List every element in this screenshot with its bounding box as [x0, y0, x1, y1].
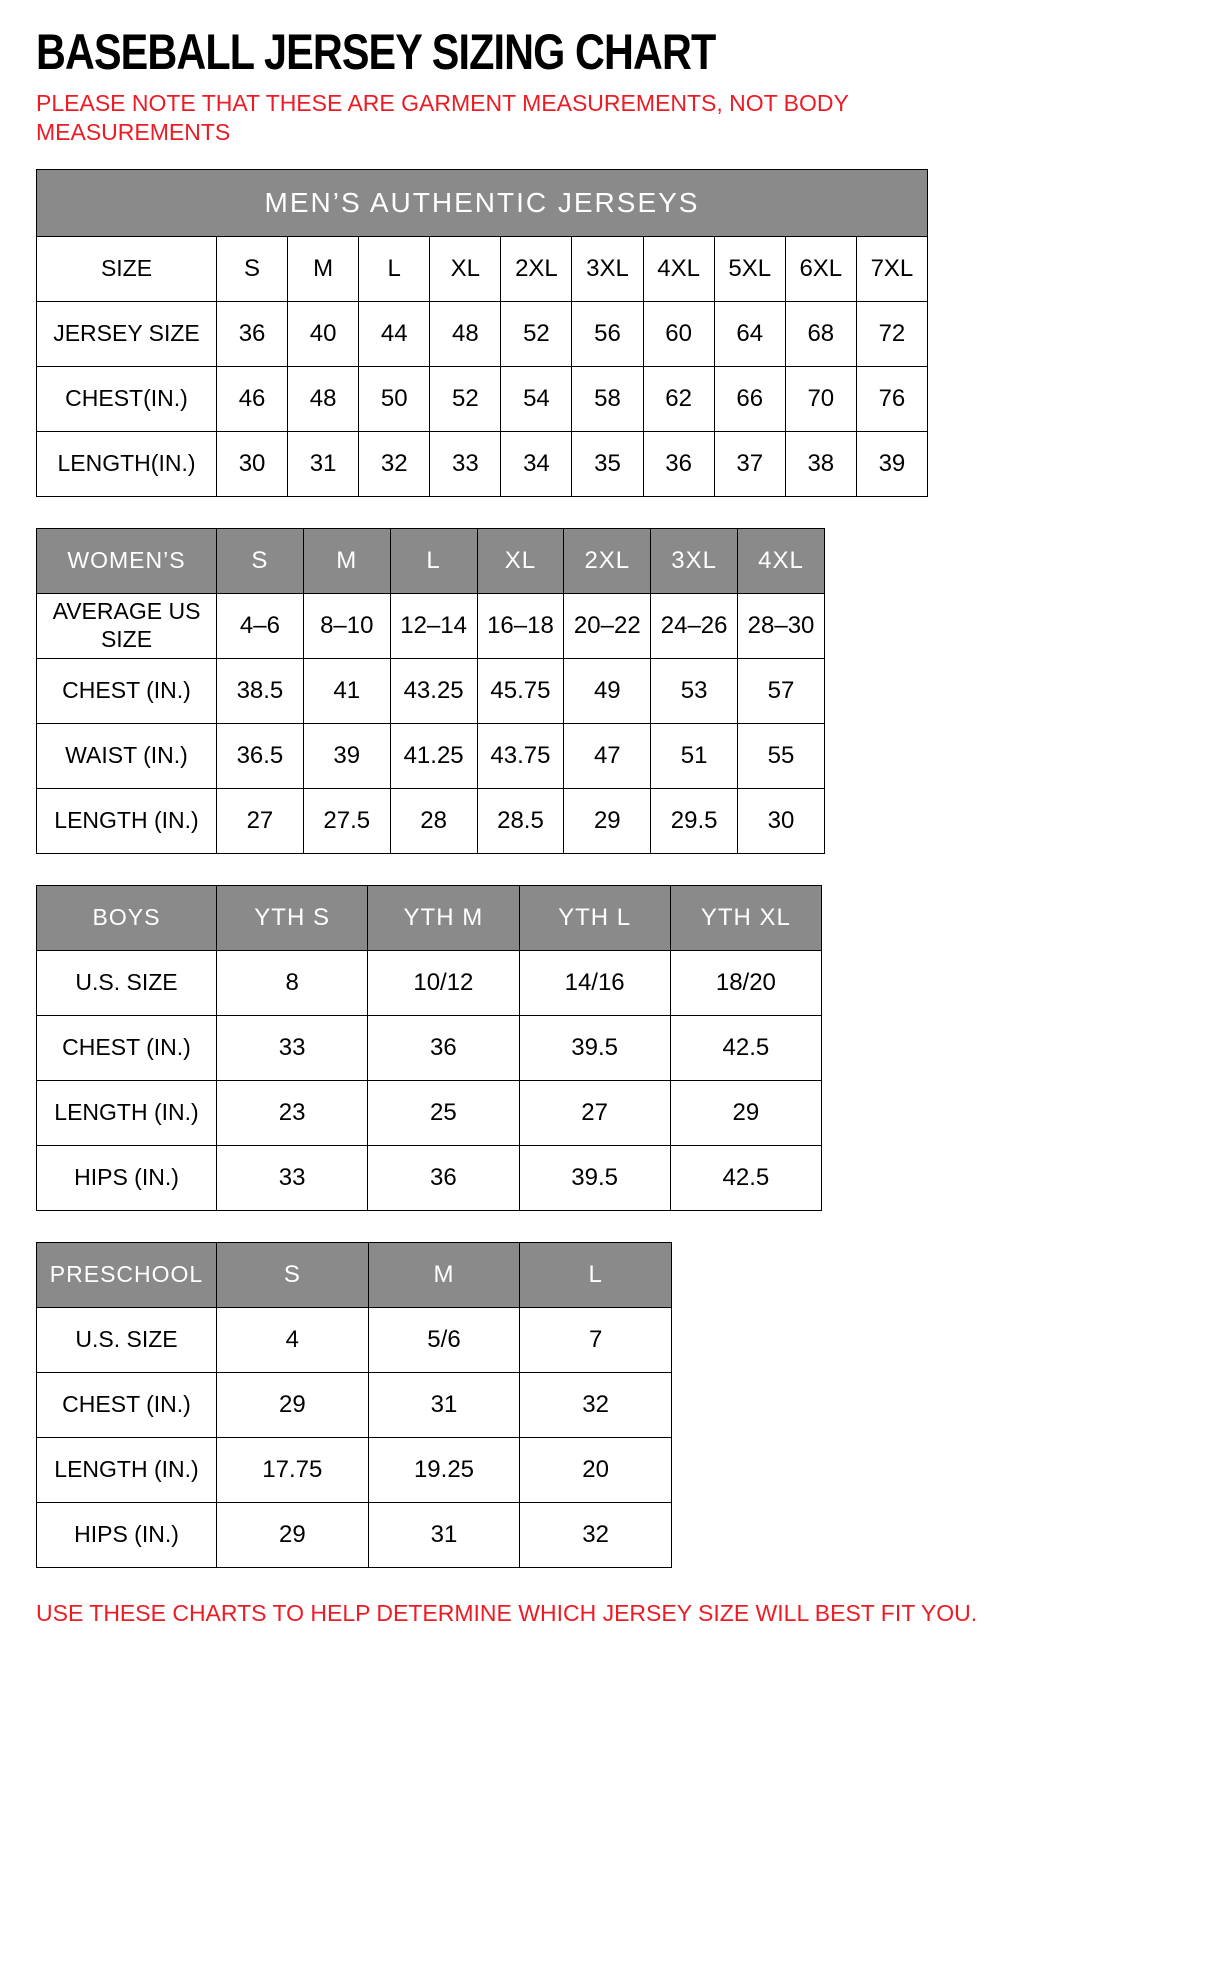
preschool-value-cell: 19.25 [368, 1437, 520, 1502]
mens-value-cell: 36 [643, 431, 714, 496]
boys-row-label: CHEST (IN.) [37, 1015, 217, 1080]
boys-value-cell: 36 [368, 1015, 519, 1080]
womens-value-cell: 12–14 [390, 593, 477, 658]
boys-value-cell: 23 [217, 1080, 368, 1145]
womens-header-row [37, 528, 825, 593]
preschool-data-row [37, 1502, 672, 1567]
womens-table-section [36, 528, 1184, 854]
preschool-value-cell: 29 [217, 1372, 369, 1437]
boys-value-cell: 25 [368, 1080, 519, 1145]
preschool-value-cell: 7 [520, 1307, 672, 1372]
womens-value-cell: 49 [564, 658, 651, 723]
mens-value-cell: L [359, 236, 430, 301]
mens-title-row [37, 169, 928, 236]
mens-value-cell: 48 [430, 301, 501, 366]
boys-header-row [37, 885, 822, 950]
mens-value-cell: 72 [856, 301, 927, 366]
womens-value-cell: 43.25 [390, 658, 477, 723]
womens-row-label: WAIST (IN.) [37, 723, 217, 788]
preschool-row-label: CHEST (IN.) [37, 1372, 217, 1437]
womens-value-cell: 28–30 [738, 593, 825, 658]
mens-value-cell: XL [430, 236, 501, 301]
mens-value-cell: 58 [572, 366, 643, 431]
mens-value-cell: 66 [714, 366, 785, 431]
preschool-row-label: U.S. SIZE [37, 1307, 217, 1372]
boys-row-label: HIPS (IN.) [37, 1145, 217, 1210]
boys-value-cell: 42.5 [670, 1015, 821, 1080]
mens-value-cell: 30 [217, 431, 288, 496]
boys-header-cell: YTH S [217, 885, 368, 950]
boys-value-cell: 14/16 [519, 950, 670, 1015]
preschool-data-row [37, 1307, 672, 1372]
womens-header-cell: L [390, 528, 477, 593]
mens-row-label: CHEST(IN.) [37, 366, 217, 431]
womens-data-row [37, 658, 825, 723]
boys-value-cell: 10/12 [368, 950, 519, 1015]
mens-value-cell: 2XL [501, 236, 572, 301]
boys-row-label: U.S. SIZE [37, 950, 217, 1015]
womens-value-cell: 43.75 [477, 723, 564, 788]
womens-header-cell: 2XL [564, 528, 651, 593]
boys-header-cell: YTH L [519, 885, 670, 950]
page-title: BASEBALL JERSEY SIZING CHART [36, 23, 716, 80]
womens-value-cell: 20–22 [564, 593, 651, 658]
mens-row-label: SIZE [37, 236, 217, 301]
womens-value-cell: 27 [217, 788, 304, 853]
boys-value-cell: 27 [519, 1080, 670, 1145]
womens-value-cell: 24–26 [651, 593, 738, 658]
womens-header-label: WOMEN’S [37, 528, 217, 593]
mens-row-label: LENGTH(IN.) [37, 431, 217, 496]
mens-value-cell: 50 [359, 366, 430, 431]
womens-value-cell: 38.5 [217, 658, 304, 723]
mens-data-row [37, 366, 928, 431]
womens-sizing-table [36, 528, 825, 854]
boys-data-row [37, 1145, 822, 1210]
mens-table-section [36, 169, 1184, 497]
boys-value-cell: 39.5 [519, 1015, 670, 1080]
womens-header-cell: XL [477, 528, 564, 593]
womens-row-label: LENGTH (IN.) [37, 788, 217, 853]
mens-value-cell: 62 [643, 366, 714, 431]
womens-value-cell: 55 [738, 723, 825, 788]
mens-value-cell: M [288, 236, 359, 301]
womens-data-row [37, 788, 825, 853]
preschool-header-cell: S [217, 1242, 369, 1307]
boys-value-cell: 33 [217, 1145, 368, 1210]
womens-value-cell: 41.25 [390, 723, 477, 788]
womens-value-cell: 29.5 [651, 788, 738, 853]
mens-value-cell: 39 [856, 431, 927, 496]
mens-value-cell: 70 [785, 366, 856, 431]
mens-value-cell: 56 [572, 301, 643, 366]
mens-value-cell: 64 [714, 301, 785, 366]
fit-advice-note: USE THESE CHARTS TO HELP DETERMINE WHICH JERSEY SIZE WILL BEST FIT YOU. [36, 1599, 978, 1626]
womens-value-cell: 57 [738, 658, 825, 723]
womens-data-row [37, 723, 825, 788]
womens-header-cell: M [303, 528, 390, 593]
mens-value-cell: 31 [288, 431, 359, 496]
mens-value-cell: 60 [643, 301, 714, 366]
mens-title-bar: MEN’S AUTHENTIC JERSEYS [37, 169, 928, 236]
womens-row-label: CHEST (IN.) [37, 658, 217, 723]
boys-value-cell: 36 [368, 1145, 519, 1210]
womens-value-cell: 47 [564, 723, 651, 788]
preschool-value-cell: 31 [368, 1372, 520, 1437]
mens-value-cell: 48 [288, 366, 359, 431]
womens-value-cell: 28.5 [477, 788, 564, 853]
mens-value-cell: 38 [785, 431, 856, 496]
womens-header-cell: 3XL [651, 528, 738, 593]
mens-value-cell: 32 [359, 431, 430, 496]
preschool-value-cell: 32 [520, 1502, 672, 1567]
mens-value-cell: 34 [501, 431, 572, 496]
mens-data-row [37, 301, 928, 366]
preschool-table-section [36, 1242, 1184, 1568]
womens-value-cell: 8–10 [303, 593, 390, 658]
womens-value-cell: 4–6 [217, 593, 304, 658]
boys-value-cell: 33 [217, 1015, 368, 1080]
preschool-value-cell: 31 [368, 1502, 520, 1567]
mens-value-cell: S [217, 236, 288, 301]
mens-value-cell: 37 [714, 431, 785, 496]
mens-value-cell: 44 [359, 301, 430, 366]
boys-value-cell: 18/20 [670, 950, 821, 1015]
garment-measurements-note: PLEASE NOTE THAT THESE ARE GARMENT MEASUREMENTS, NOT BODY MEASUREMENTS [36, 90, 849, 145]
preschool-sizing-table [36, 1242, 672, 1568]
womens-data-row [37, 593, 825, 658]
mens-value-cell: 36 [217, 301, 288, 366]
womens-value-cell: 51 [651, 723, 738, 788]
womens-header-cell: S [217, 528, 304, 593]
womens-value-cell: 30 [738, 788, 825, 853]
mens-value-cell: 68 [785, 301, 856, 366]
mens-value-cell: 76 [856, 366, 927, 431]
womens-value-cell: 16–18 [477, 593, 564, 658]
preschool-data-row [37, 1372, 672, 1437]
preschool-header-cell: M [368, 1242, 520, 1307]
mens-row-label: JERSEY SIZE [37, 301, 217, 366]
mens-value-cell: 33 [430, 431, 501, 496]
boys-data-row [37, 950, 822, 1015]
boys-sizing-table [36, 885, 822, 1211]
boys-header-label: BOYS [37, 885, 217, 950]
womens-value-cell: 27.5 [303, 788, 390, 853]
preschool-value-cell: 29 [217, 1502, 369, 1567]
boys-value-cell: 42.5 [670, 1145, 821, 1210]
preschool-header-label: PRESCHOOL [37, 1242, 217, 1307]
boys-value-cell: 8 [217, 950, 368, 1015]
preschool-value-cell: 5/6 [368, 1307, 520, 1372]
mens-value-cell: 52 [430, 366, 501, 431]
preschool-header-row [37, 1242, 672, 1307]
mens-value-cell: 35 [572, 431, 643, 496]
mens-value-cell: 52 [501, 301, 572, 366]
womens-row-label: AVERAGE US SIZE [37, 593, 217, 658]
womens-value-cell: 29 [564, 788, 651, 853]
boys-data-row [37, 1080, 822, 1145]
womens-value-cell: 28 [390, 788, 477, 853]
mens-data-row [37, 236, 928, 301]
mens-value-cell: 6XL [785, 236, 856, 301]
womens-value-cell: 39 [303, 723, 390, 788]
mens-sizing-table [36, 169, 928, 497]
preschool-value-cell: 20 [520, 1437, 672, 1502]
womens-value-cell: 53 [651, 658, 738, 723]
boys-header-cell: YTH M [368, 885, 519, 950]
womens-header-cell: 4XL [738, 528, 825, 593]
preschool-row-label: LENGTH (IN.) [37, 1437, 217, 1502]
mens-value-cell: 4XL [643, 236, 714, 301]
preschool-header-cell: L [520, 1242, 672, 1307]
boys-table-section [36, 885, 1184, 1211]
womens-value-cell: 41 [303, 658, 390, 723]
mens-data-row [37, 431, 928, 496]
womens-value-cell: 36.5 [217, 723, 304, 788]
mens-value-cell: 40 [288, 301, 359, 366]
boys-header-cell: YTH XL [670, 885, 821, 950]
mens-value-cell: 46 [217, 366, 288, 431]
boys-row-label: LENGTH (IN.) [37, 1080, 217, 1145]
preschool-value-cell: 32 [520, 1372, 672, 1437]
preschool-data-row [37, 1437, 672, 1502]
preschool-value-cell: 4 [217, 1307, 369, 1372]
boys-value-cell: 39.5 [519, 1145, 670, 1210]
mens-value-cell: 5XL [714, 236, 785, 301]
mens-value-cell: 54 [501, 366, 572, 431]
womens-value-cell: 45.75 [477, 658, 564, 723]
mens-value-cell: 7XL [856, 236, 927, 301]
preschool-row-label: HIPS (IN.) [37, 1502, 217, 1567]
boys-data-row [37, 1015, 822, 1080]
mens-value-cell: 3XL [572, 236, 643, 301]
boys-value-cell: 29 [670, 1080, 821, 1145]
preschool-value-cell: 17.75 [217, 1437, 369, 1502]
